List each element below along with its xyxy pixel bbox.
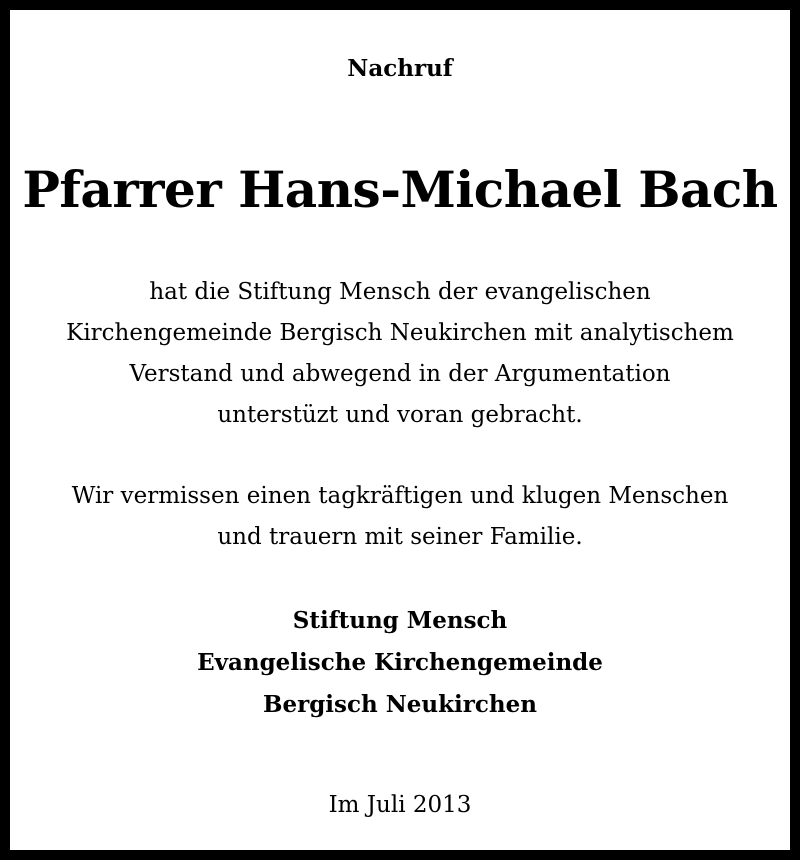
tribute-line: Verstand und abwegend in der Argumentation [129,361,671,387]
condolence-line: und trauern mit seiner Familie. [217,524,583,550]
signature-block [10,600,790,726]
signature-line: Stiftung Mensch [292,607,508,634]
notice-date: Im Juli 2013 [328,792,472,818]
condolence-line: Wir vermissen einen tagkräftigen und klugen Menschen [71,483,729,509]
condolence-paragraph [10,476,790,558]
notice-heading: Nachruf [347,55,453,82]
tribute-line: unterstüzt und voran gebracht. [217,402,583,428]
signature-line: Evangelische Kirchengemeinde [197,649,603,676]
tribute-line: hat die Stiftung Mensch der evangelischen [149,279,651,305]
signature-line: Bergisch Neukirchen [263,691,537,718]
tribute-paragraph [10,272,790,436]
deceased-name: Pfarrer Hans-Michael Bach [22,160,778,219]
tribute-line: Kirchengemeinde Bergisch Neukirchen mit analytischem [66,320,734,346]
